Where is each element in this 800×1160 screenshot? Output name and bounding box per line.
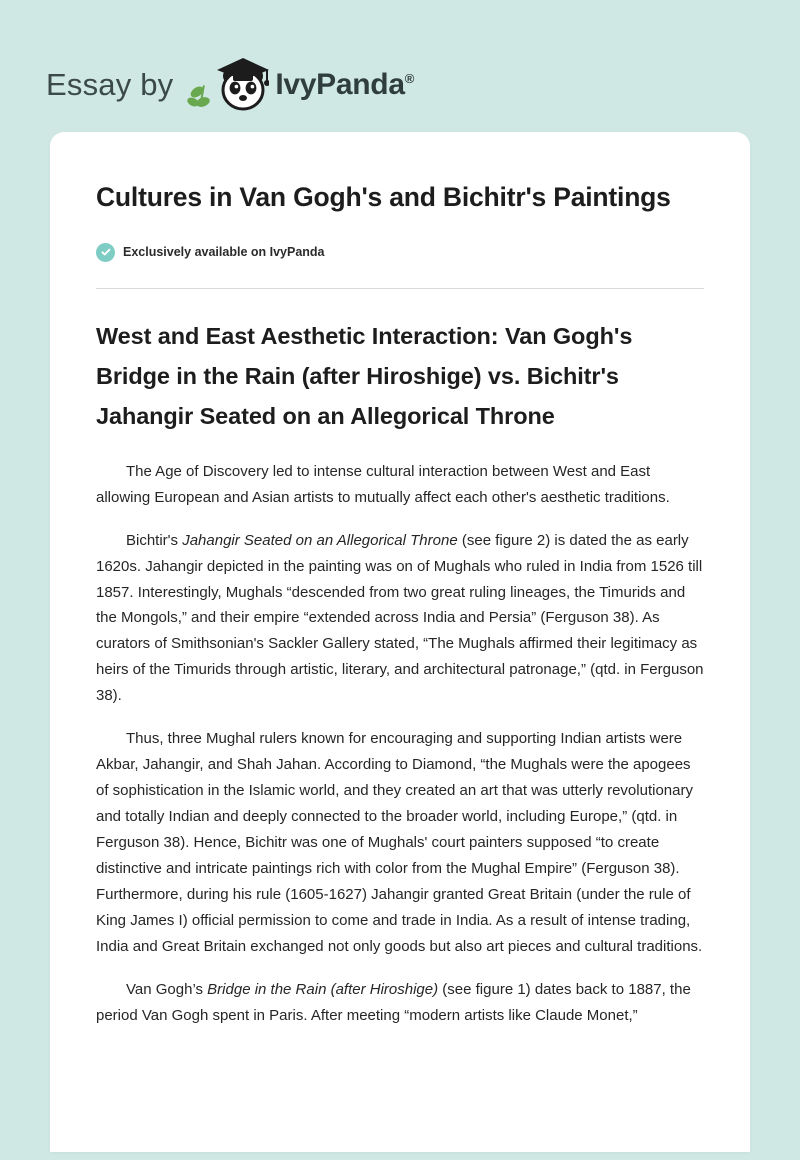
document-card bbox=[50, 132, 750, 1152]
text-run: (see figure 1) dates back to 1887, the period Van Gogh spent in Paris. After meeting “modern artists like Claude Monet,” bbox=[96, 980, 691, 1024]
registered-mark: ® bbox=[404, 71, 414, 86]
artwork-title: Bridge in the Rain (after Hiroshige) bbox=[207, 980, 439, 998]
logo-name-text: IvyPanda bbox=[275, 68, 405, 101]
page-title: Cultures in Van Gogh's and Bichitr's Paintings bbox=[96, 182, 671, 212]
brand-header bbox=[0, 0, 800, 132]
panda-graduate-icon bbox=[183, 52, 269, 118]
page-fade bbox=[50, 1124, 750, 1160]
exclusive-badge-label: Exclusively available on IvyPanda bbox=[123, 245, 325, 260]
essay-by-label: Essay by bbox=[46, 67, 174, 102]
ivypanda-logo[interactable] bbox=[183, 52, 414, 118]
divider bbox=[96, 288, 704, 289]
text-run: Bichtir's bbox=[126, 531, 183, 549]
check-circle-icon bbox=[96, 243, 115, 262]
text-run: Thus, three Mughal rulers known for encouraging and supporting Indian artists were Akbar, Jahangir, and Shah Jahan. According to Diamond, “the Mughals were the apogees of sophistication in the Islamic world, and they created an art that was utterly revolutionary and totally Indian and deeply connected to the broader world, including Europe,” (qtd. in Ferguson 38). Hence, Bichitr was one of Mughals' court painters supposed “to create distinctive and intricate paintings rich with color from the Mughal Empire” (Ferguson 38). Furthermore, during his rule (1605-1627) Jahangir granted Great Britain (under the rule of King James I) official permission to come and trade in India. As a result of intense trading, India and Great Britain exchanged not only goods but also art pieces and cultural traditions. bbox=[96, 730, 703, 955]
text-run: (see figure 2) is dated the as early 1620s. Jahangir depicted in the painting was on of Mughals who ruled in India from 1526 till 1857. Interestingly, Mughals “descended from two great ruling lineages, the Timurids and the Mongols,” and their empire “extended across India and Persia” (Ferguson 38). As curators of Smithsonian's Sackler Gallery stated, “The Mughals affirmed their legitimacy as heirs of the Timurids through artistic, literary, and architectural patronage,” (qtd. in Ferguson 38). bbox=[96, 531, 704, 705]
artwork-title: Jahangir Seated on an Allegorical Throne bbox=[182, 531, 458, 549]
text-run: The Age of Discovery led to intense cultural interaction between West and East allowing European and Asian artists to mutually affect each other's aesthetic traditions. bbox=[96, 462, 670, 506]
body-paragraph bbox=[96, 459, 704, 511]
exclusive-badge bbox=[96, 243, 704, 262]
body-paragraph bbox=[96, 977, 704, 1029]
body-content bbox=[96, 459, 704, 1029]
section-title: West and East Aesthetic Interaction: Van Gogh's Bridge in the Rain (after Hiroshige) vs. Bichitr's Jahangir Seated on an Allegorical Throne bbox=[96, 322, 633, 429]
body-paragraph bbox=[96, 726, 704, 959]
text-run: Van Gogh’s bbox=[126, 980, 208, 998]
ivypanda-wordmark bbox=[275, 68, 414, 102]
body-paragraph bbox=[96, 528, 704, 710]
